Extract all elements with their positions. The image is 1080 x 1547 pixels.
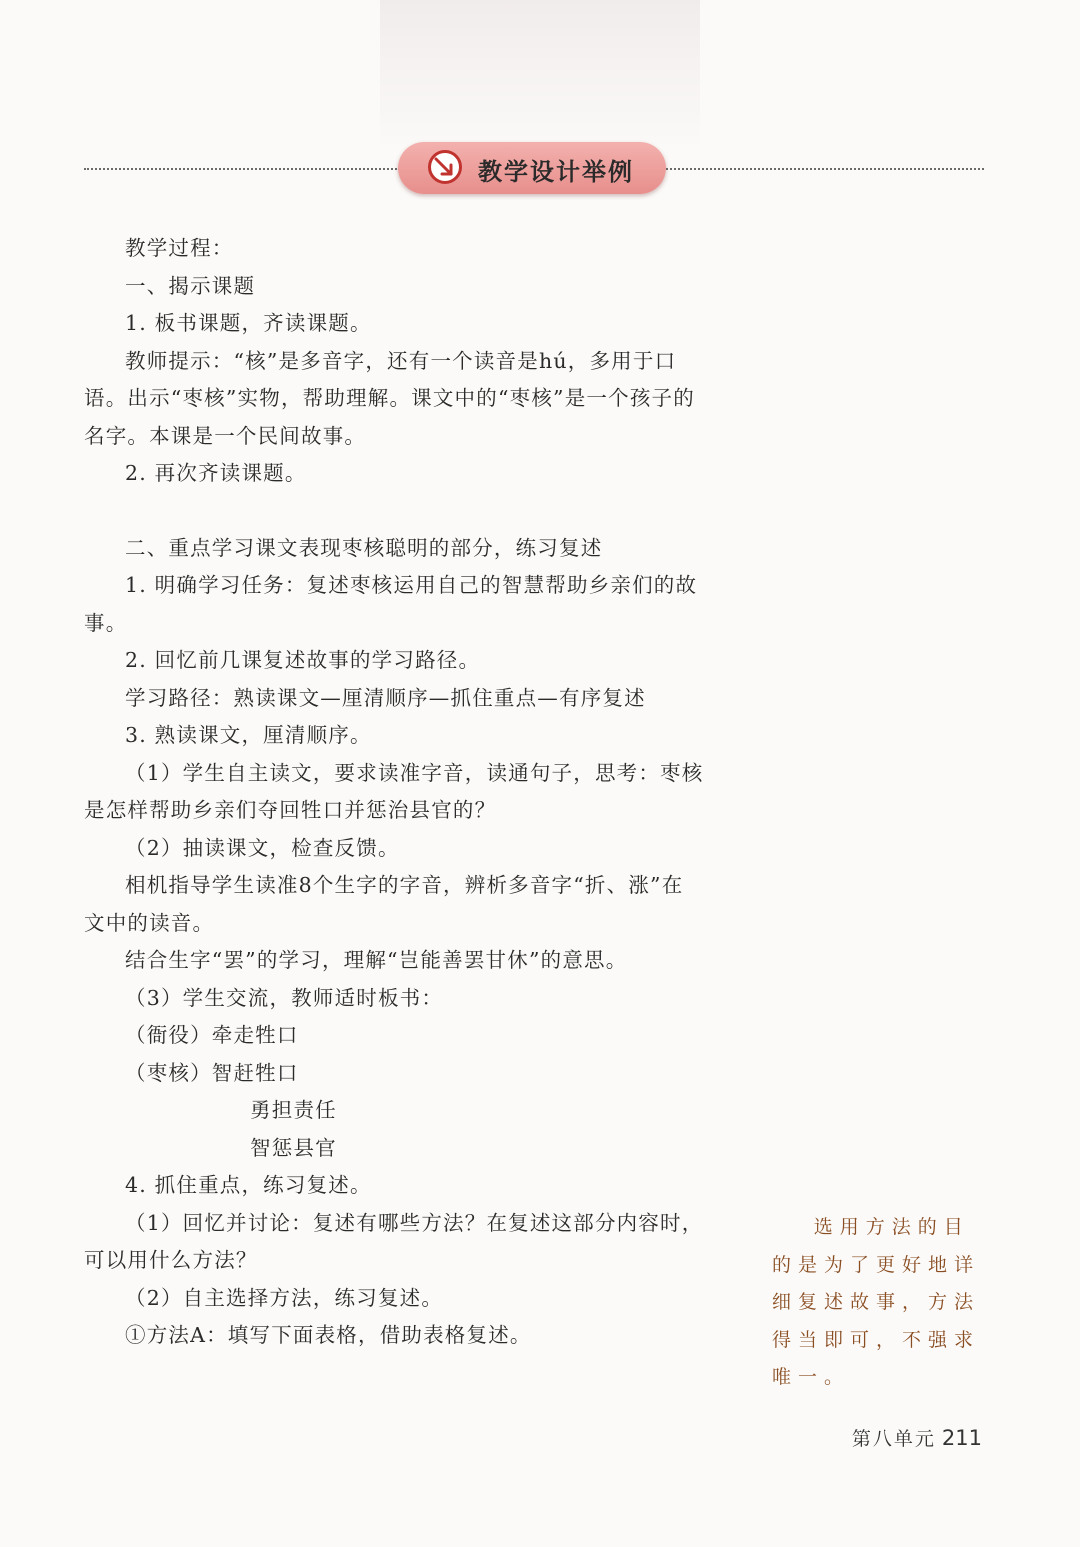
teacher-tip: 教师提示：“核”是多音字，还有一个读音是hú，多用于口语。出示“枣核”实物，帮助理解。课文中的“枣核”是一个孩子的名字。本课是一个民间故事。 xyxy=(84,348,695,448)
substep-line: （2）抽读课文，检查反馈。 xyxy=(125,835,400,860)
text-line: 结合生字“罢”的学习，理解“岂能善罢甘休”的意思。 xyxy=(125,948,628,972)
dotted-rule-left xyxy=(84,168,400,170)
page-footer xyxy=(852,1424,982,1451)
section-title: 教学设计举例 xyxy=(478,158,634,186)
learning-path: 学习路径：熟读课文—厘清顺序—抓住重点—有序复述 xyxy=(125,685,646,710)
dotted-rule-right xyxy=(666,168,984,170)
section-heading: 二、重点学习课文表现枣核聪明的部分，练习复述 xyxy=(125,535,603,560)
section-banner xyxy=(398,142,666,194)
step-line: 1. 板书课题，齐读课题。 xyxy=(125,311,372,335)
page-number: 211 xyxy=(941,1426,982,1450)
method-line: ①方法A：填写下面表格，借助表格复述。 xyxy=(125,1323,532,1347)
step-line: 2. 回忆前几课复述故事的学习路径。 xyxy=(125,648,481,672)
board-note: 勇担责任 xyxy=(250,1098,337,1122)
side-note: 选用方法的目的是为了更好地详细复述故事，方法得当即可，不强求唯一。 xyxy=(772,1216,981,1388)
board-note: 智惩县官 xyxy=(250,1135,337,1160)
step-line: 2. 再次齐读课题。 xyxy=(125,461,307,485)
substep-line: （2）自主选择方法，练习复述。 xyxy=(125,1285,444,1310)
text-line: 相机指导学生读准8个生字的字音，辨析多音字“折、涨”在文中的读音。 xyxy=(84,873,684,935)
top-shade xyxy=(380,0,700,150)
text-line: 教学过程： xyxy=(125,236,234,260)
board-note: （衙役）牵走牲口 xyxy=(125,1023,299,1047)
substep-line: （1）学生自主读文，要求读准字音，读通句子，思考：枣核是怎样帮助乡亲们夺回牲口并惩治县官的？ xyxy=(84,760,704,822)
substep-line: （1）回忆并讨论：复述有哪些方法？在复述这部分内容时，可以用什么方法？ xyxy=(84,1210,704,1272)
lesson-body xyxy=(84,230,704,1355)
section-heading: 一、揭示课题 xyxy=(125,273,256,298)
step-line: 4. 抓住重点，练习复述。 xyxy=(125,1173,372,1197)
substep-line: （3）学生交流，教师适时板书： xyxy=(125,985,444,1010)
arrow-target-icon xyxy=(428,150,462,184)
unit-label: 第八单元 xyxy=(851,1428,936,1450)
board-note: （枣核）智赶牲口 xyxy=(125,1060,299,1085)
step-line: 1. 明确学习任务：复述枣核运用自己的智慧帮助乡亲们的故事。 xyxy=(84,573,698,635)
step-line: 3. 熟读课文，厘清顺序。 xyxy=(125,723,372,747)
